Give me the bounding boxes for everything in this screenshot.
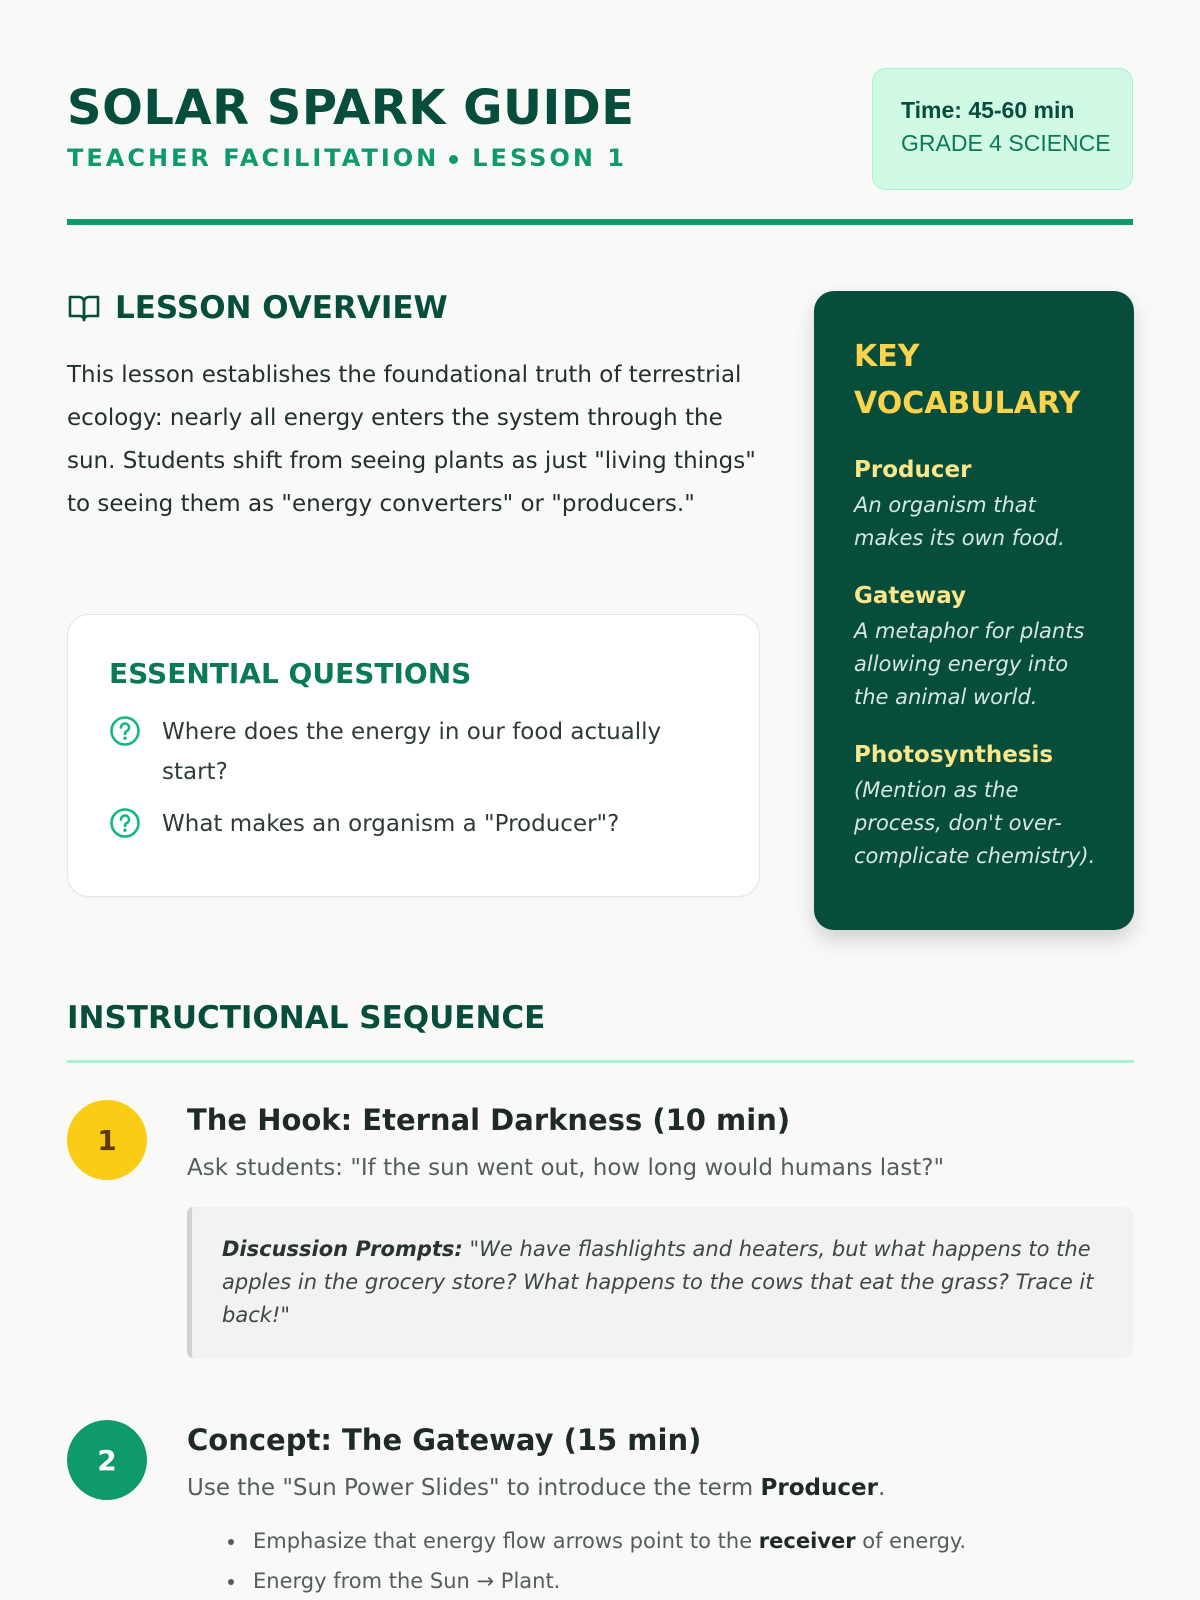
essential-questions-title: ESSENTIAL QUESTIONS: [109, 657, 472, 690]
bullet-text-end: of energy.: [855, 1529, 967, 1553]
vocab-definition: (Mention as the process, don't over-complicate chemistry).: [854, 778, 1096, 868]
instructional-sequence-heading: INSTRUCTIONAL SEQUENCE: [67, 1000, 1134, 1063]
bullet-dot-icon: [449, 155, 458, 164]
overview-heading-text: LESSON OVERVIEW: [115, 290, 448, 326]
lesson-meta-box: [872, 68, 1133, 190]
essential-question-item: [109, 712, 719, 792]
lesson-time: Time: 45-60 min: [901, 97, 1075, 123]
question-circle-icon: [109, 807, 141, 839]
essential-question-text: What makes an organism a "Producer"?: [162, 811, 620, 837]
essential-question-text: Where does the energy in our food actually start?: [162, 719, 662, 785]
step-description: [187, 1475, 1134, 1501]
vocab-term: Photosynthesis: [854, 742, 1054, 768]
step-body: [187, 1420, 1134, 1600]
page-subtitle: [67, 144, 627, 172]
subtitle-role: TEACHER FACILITATION: [67, 144, 440, 172]
key-vocabulary-card: [814, 291, 1134, 930]
step-description: Ask students: "If the sun went out, how long would humans last?": [187, 1155, 945, 1181]
lesson-grade: GRADE 4 SCIENCE: [901, 130, 1111, 156]
list-item: [247, 1561, 1134, 1600]
vocab-term: Gateway: [854, 583, 967, 609]
overview-paragraph: This lesson establishes the foundational truth of terrestrial ecology: nearly all energy enters the system through the sun. Students shift from seeing plants as just "living things" to seeing them as "energy converters" or "producers.": [67, 362, 756, 517]
step-description-term: Producer: [760, 1475, 878, 1501]
essential-questions-card: [67, 614, 760, 897]
bullet-text: Emphasize that energy flow arrows point to the: [253, 1529, 759, 1553]
lesson-overview-section: [67, 290, 760, 526]
overview-heading: [67, 290, 760, 326]
vocab-term: Producer: [854, 457, 972, 483]
step-body: [187, 1100, 1134, 1358]
prompt-text: "We have flashlights and heaters, but what happens to the apples in the grocery store? What happens to the cows that eat the grass? Trace it back!": [222, 1237, 1094, 1327]
discussion-prompt-box: [187, 1207, 1134, 1358]
step-title: Concept: The Gateway (15 min): [187, 1423, 702, 1457]
prompt-label: Discussion Prompts:: [222, 1237, 463, 1261]
question-circle-icon: [109, 715, 141, 747]
step-description-text: Use the "Sun Power Slides" to introduce the term: [187, 1475, 761, 1501]
step-title: The Hook: Eternal Darkness (10 min): [187, 1103, 791, 1137]
step-description-end: .: [877, 1475, 886, 1501]
essential-question-item: [109, 804, 719, 844]
vocab-definition: A metaphor for plants allowing energy into the animal world.: [854, 619, 1085, 709]
list-item: [247, 1521, 1134, 1561]
subtitle-lesson: LESSON 1: [472, 144, 627, 172]
book-open-icon: [67, 293, 101, 323]
bullet-text: Energy from the Sun → Plant.: [253, 1569, 561, 1593]
vocab-definition: An organism that makes its own food.: [854, 493, 1065, 550]
vocabulary-title: KEY VOCABULARY: [854, 339, 1081, 421]
bullet-bold-text: receiver: [758, 1529, 856, 1553]
step-number-badge: 2: [67, 1420, 147, 1500]
page-header: [67, 0, 1133, 225]
page-title: SOLAR SPARK GUIDE: [67, 80, 635, 136]
step-bullet-list: [247, 1521, 1134, 1600]
step-number-badge: 1: [67, 1100, 147, 1180]
